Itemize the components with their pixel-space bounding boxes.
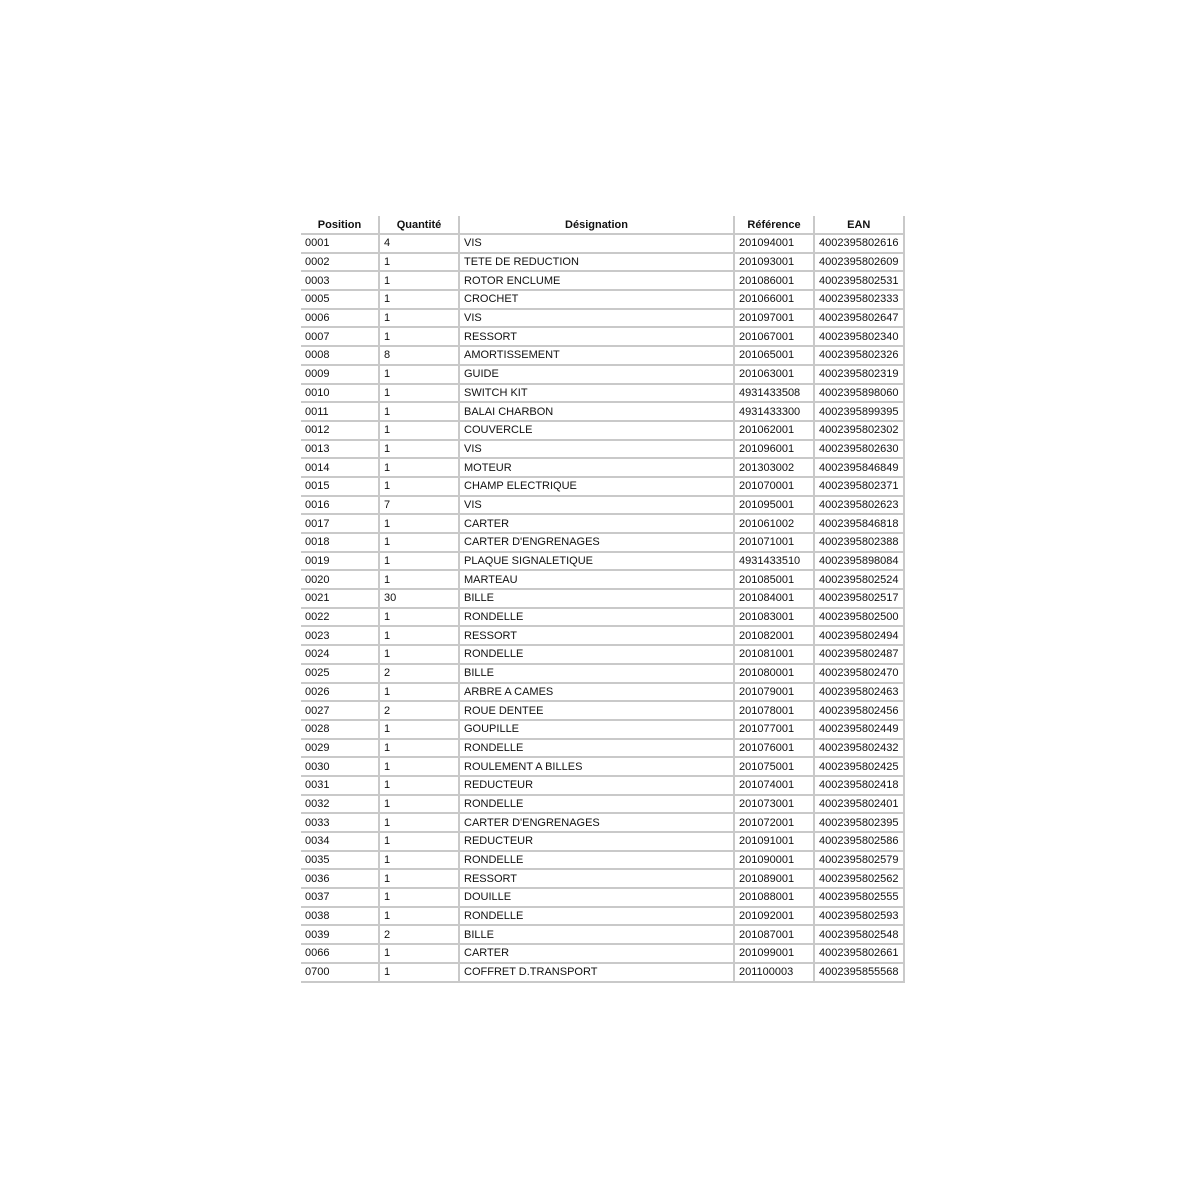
table-header-row — [301, 216, 905, 235]
cell-designation: BALAI CHARBON — [460, 403, 735, 422]
cell-position: 0034 — [301, 833, 380, 852]
cell-quantity: 1 — [380, 684, 460, 703]
cell-reference: 201071001 — [735, 534, 815, 553]
table-row — [301, 254, 905, 273]
cell-position: 0025 — [301, 665, 380, 684]
cell-quantity: 1 — [380, 814, 460, 833]
table-row — [301, 235, 905, 254]
cell-quantity: 1 — [380, 441, 460, 460]
cell-quantity: 1 — [380, 403, 460, 422]
cell-reference: 201065001 — [735, 347, 815, 366]
table-row — [301, 366, 905, 385]
cell-position: 0024 — [301, 646, 380, 665]
cell-designation: BILLE — [460, 590, 735, 609]
cell-ean: 4002395802661 — [815, 945, 905, 964]
table-row — [301, 291, 905, 310]
cell-ean: 4002395802494 — [815, 627, 905, 646]
cell-reference: 201084001 — [735, 590, 815, 609]
cell-position: 0033 — [301, 814, 380, 833]
cell-reference: 201082001 — [735, 627, 815, 646]
cell-quantity: 1 — [380, 422, 460, 441]
cell-reference: 201091001 — [735, 833, 815, 852]
table-row — [301, 553, 905, 572]
cell-designation: REDUCTEUR — [460, 833, 735, 852]
table-row — [301, 889, 905, 908]
cell-reference: 201062001 — [735, 422, 815, 441]
cell-ean: 4002395802548 — [815, 926, 905, 945]
cell-position: 0020 — [301, 571, 380, 590]
cell-position: 0038 — [301, 908, 380, 927]
cell-position: 0027 — [301, 702, 380, 721]
cell-position: 0039 — [301, 926, 380, 945]
cell-ean: 4002395802555 — [815, 889, 905, 908]
cell-quantity: 1 — [380, 945, 460, 964]
cell-ean: 4002395802579 — [815, 852, 905, 871]
cell-reference: 201099001 — [735, 945, 815, 964]
cell-ean: 4002395802425 — [815, 758, 905, 777]
cell-reference: 201089001 — [735, 870, 815, 889]
cell-reference: 201066001 — [735, 291, 815, 310]
cell-quantity: 1 — [380, 459, 460, 478]
cell-reference: 201093001 — [735, 254, 815, 273]
cell-designation: VIS — [460, 310, 735, 329]
cell-designation: BILLE — [460, 665, 735, 684]
cell-reference: 4931433510 — [735, 553, 815, 572]
cell-reference: 201072001 — [735, 814, 815, 833]
cell-quantity: 1 — [380, 553, 460, 572]
header-designation: Désignation — [460, 216, 735, 235]
cell-position: 0017 — [301, 515, 380, 534]
cell-ean: 4002395898060 — [815, 385, 905, 404]
cell-quantity: 1 — [380, 328, 460, 347]
cell-position: 0007 — [301, 328, 380, 347]
cell-reference: 201100003 — [735, 964, 815, 983]
cell-designation: RONDELLE — [460, 908, 735, 927]
cell-quantity: 1 — [380, 740, 460, 759]
cell-designation: MOTEUR — [460, 459, 735, 478]
cell-reference: 201097001 — [735, 310, 815, 329]
cell-quantity: 1 — [380, 478, 460, 497]
table-row — [301, 945, 905, 964]
cell-designation: REDUCTEUR — [460, 777, 735, 796]
cell-position: 0001 — [301, 235, 380, 254]
header-ean: EAN — [815, 216, 905, 235]
cell-ean: 4002395802609 — [815, 254, 905, 273]
cell-designation: COUVERCLE — [460, 422, 735, 441]
cell-reference: 4931433508 — [735, 385, 815, 404]
cell-designation: ROULEMENT A BILLES — [460, 758, 735, 777]
table-row — [301, 497, 905, 516]
cell-reference: 201096001 — [735, 441, 815, 460]
cell-quantity: 1 — [380, 366, 460, 385]
cell-quantity: 1 — [380, 908, 460, 927]
header-quantity: Quantité — [380, 216, 460, 235]
table-row — [301, 684, 905, 703]
cell-reference: 201073001 — [735, 796, 815, 815]
cell-reference: 201087001 — [735, 926, 815, 945]
cell-ean: 4002395802647 — [815, 310, 905, 329]
cell-quantity: 1 — [380, 627, 460, 646]
cell-quantity: 1 — [380, 515, 460, 534]
cell-position: 0009 — [301, 366, 380, 385]
cell-quantity: 1 — [380, 852, 460, 871]
cell-position: 0023 — [301, 627, 380, 646]
cell-ean: 4002395802388 — [815, 534, 905, 553]
cell-ean: 4002395802517 — [815, 590, 905, 609]
cell-designation: RONDELLE — [460, 796, 735, 815]
cell-reference: 201067001 — [735, 328, 815, 347]
cell-reference: 201092001 — [735, 908, 815, 927]
cell-reference: 201090001 — [735, 852, 815, 871]
table-row — [301, 347, 905, 366]
cell-position: 0018 — [301, 534, 380, 553]
cell-designation: ROUE DENTEE — [460, 702, 735, 721]
cell-position: 0036 — [301, 870, 380, 889]
cell-designation: CHAMP ELECTRIQUE — [460, 478, 735, 497]
table-row — [301, 590, 905, 609]
cell-reference: 201094001 — [735, 235, 815, 254]
table-row — [301, 777, 905, 796]
cell-ean: 4002395802302 — [815, 422, 905, 441]
cell-reference: 201070001 — [735, 478, 815, 497]
cell-designation: RONDELLE — [460, 852, 735, 871]
cell-quantity: 1 — [380, 272, 460, 291]
table-row — [301, 422, 905, 441]
cell-reference: 201078001 — [735, 702, 815, 721]
cell-position: 0015 — [301, 478, 380, 497]
cell-ean: 4002395802432 — [815, 740, 905, 759]
cell-position: 0011 — [301, 403, 380, 422]
table-row — [301, 964, 905, 983]
cell-position: 0012 — [301, 422, 380, 441]
cell-designation: RONDELLE — [460, 609, 735, 628]
cell-reference: 201077001 — [735, 721, 815, 740]
cell-designation: BILLE — [460, 926, 735, 945]
cell-reference: 201088001 — [735, 889, 815, 908]
cell-quantity: 1 — [380, 534, 460, 553]
cell-quantity: 1 — [380, 571, 460, 590]
cell-reference: 201076001 — [735, 740, 815, 759]
cell-position: 0022 — [301, 609, 380, 628]
header-reference: Référence — [735, 216, 815, 235]
table-row — [301, 740, 905, 759]
cell-position: 0066 — [301, 945, 380, 964]
cell-ean: 4002395802562 — [815, 870, 905, 889]
cell-designation: VIS — [460, 441, 735, 460]
cell-designation: DOUILLE — [460, 889, 735, 908]
cell-quantity: 1 — [380, 721, 460, 740]
cell-ean: 4002395802616 — [815, 235, 905, 254]
cell-position: 0031 — [301, 777, 380, 796]
cell-reference: 201074001 — [735, 777, 815, 796]
cell-designation: MARTEAU — [460, 571, 735, 590]
cell-quantity: 2 — [380, 665, 460, 684]
cell-ean: 4002395802463 — [815, 684, 905, 703]
cell-quantity: 1 — [380, 833, 460, 852]
cell-position: 0029 — [301, 740, 380, 759]
cell-designation: AMORTISSEMENT — [460, 347, 735, 366]
table-row — [301, 328, 905, 347]
cell-reference: 201086001 — [735, 272, 815, 291]
table-row — [301, 702, 905, 721]
cell-reference: 4931433300 — [735, 403, 815, 422]
cell-position: 0037 — [301, 889, 380, 908]
cell-position: 0021 — [301, 590, 380, 609]
table-row — [301, 403, 905, 422]
parts-list-table — [301, 216, 905, 983]
cell-designation: CARTER D'ENGRENAGES — [460, 534, 735, 553]
cell-ean: 4002395899395 — [815, 403, 905, 422]
cell-position: 0030 — [301, 758, 380, 777]
cell-quantity: 2 — [380, 926, 460, 945]
cell-ean: 4002395802531 — [815, 272, 905, 291]
table-row — [301, 459, 905, 478]
table-row — [301, 646, 905, 665]
table-row — [301, 534, 905, 553]
cell-ean: 4002395802500 — [815, 609, 905, 628]
cell-designation: PLAQUE SIGNALETIQUE — [460, 553, 735, 572]
cell-designation: CROCHET — [460, 291, 735, 310]
cell-ean: 4002395846849 — [815, 459, 905, 478]
cell-quantity: 1 — [380, 254, 460, 273]
table-row — [301, 515, 905, 534]
cell-position: 0002 — [301, 254, 380, 273]
cell-position: 0008 — [301, 347, 380, 366]
cell-ean: 4002395802340 — [815, 328, 905, 347]
cell-designation: RESSORT — [460, 870, 735, 889]
cell-quantity: 8 — [380, 347, 460, 366]
cell-reference: 201095001 — [735, 497, 815, 516]
cell-designation: VIS — [460, 497, 735, 516]
cell-designation: CARTER D'ENGRENAGES — [460, 814, 735, 833]
cell-position: 0026 — [301, 684, 380, 703]
cell-quantity: 1 — [380, 385, 460, 404]
table-row — [301, 627, 905, 646]
cell-ean: 4002395802371 — [815, 478, 905, 497]
cell-position: 0005 — [301, 291, 380, 310]
cell-quantity: 2 — [380, 702, 460, 721]
cell-ean: 4002395855568 — [815, 964, 905, 983]
cell-ean: 4002395802326 — [815, 347, 905, 366]
cell-quantity: 1 — [380, 291, 460, 310]
table-row — [301, 571, 905, 590]
cell-reference: 201063001 — [735, 366, 815, 385]
cell-reference: 201085001 — [735, 571, 815, 590]
cell-position: 0014 — [301, 459, 380, 478]
cell-ean: 4002395802487 — [815, 646, 905, 665]
cell-ean: 4002395846818 — [815, 515, 905, 534]
table-row — [301, 833, 905, 852]
table-row — [301, 665, 905, 684]
table-row — [301, 609, 905, 628]
cell-ean: 4002395802456 — [815, 702, 905, 721]
cell-reference: 201079001 — [735, 684, 815, 703]
table-row — [301, 908, 905, 927]
cell-ean: 4002395802586 — [815, 833, 905, 852]
cell-designation: CARTER — [460, 515, 735, 534]
cell-designation: TETE DE REDUCTION — [460, 254, 735, 273]
cell-position: 0035 — [301, 852, 380, 871]
cell-designation: COFFRET D.TRANSPORT — [460, 964, 735, 983]
table-row — [301, 310, 905, 329]
cell-designation: ROTOR ENCLUME — [460, 272, 735, 291]
cell-designation: RESSORT — [460, 328, 735, 347]
cell-reference: 201083001 — [735, 609, 815, 628]
cell-ean: 4002395898084 — [815, 553, 905, 572]
cell-designation: SWITCH KIT — [460, 385, 735, 404]
cell-ean: 4002395802470 — [815, 665, 905, 684]
cell-position: 0028 — [301, 721, 380, 740]
cell-quantity: 1 — [380, 758, 460, 777]
cell-position: 0032 — [301, 796, 380, 815]
table-row — [301, 272, 905, 291]
table-row — [301, 441, 905, 460]
cell-ean: 4002395802593 — [815, 908, 905, 927]
cell-quantity: 1 — [380, 310, 460, 329]
cell-position: 0019 — [301, 553, 380, 572]
table-body — [301, 235, 905, 983]
cell-designation: CARTER — [460, 945, 735, 964]
table-row — [301, 926, 905, 945]
cell-position: 0003 — [301, 272, 380, 291]
cell-designation: GOUPILLE — [460, 721, 735, 740]
table-row — [301, 870, 905, 889]
table-row — [301, 478, 905, 497]
cell-quantity: 1 — [380, 777, 460, 796]
table-row — [301, 814, 905, 833]
cell-quantity: 1 — [380, 796, 460, 815]
cell-reference: 201061002 — [735, 515, 815, 534]
cell-position: 0006 — [301, 310, 380, 329]
cell-ean: 4002395802418 — [815, 777, 905, 796]
cell-ean: 4002395802630 — [815, 441, 905, 460]
cell-designation: GUIDE — [460, 366, 735, 385]
cell-position: 0010 — [301, 385, 380, 404]
cell-designation: ARBRE A CAMES — [460, 684, 735, 703]
cell-reference: 201081001 — [735, 646, 815, 665]
cell-quantity: 7 — [380, 497, 460, 516]
cell-ean: 4002395802319 — [815, 366, 905, 385]
cell-quantity: 1 — [380, 609, 460, 628]
cell-quantity: 4 — [380, 235, 460, 254]
cell-ean: 4002395802623 — [815, 497, 905, 516]
header-position: Position — [301, 216, 380, 235]
table-row — [301, 385, 905, 404]
cell-position: 0013 — [301, 441, 380, 460]
cell-designation: RONDELLE — [460, 740, 735, 759]
cell-position: 0016 — [301, 497, 380, 516]
cell-quantity: 30 — [380, 590, 460, 609]
table-row — [301, 721, 905, 740]
cell-position: 0700 — [301, 964, 380, 983]
cell-ean: 4002395802395 — [815, 814, 905, 833]
cell-ean: 4002395802401 — [815, 796, 905, 815]
cell-ean: 4002395802333 — [815, 291, 905, 310]
cell-quantity: 1 — [380, 964, 460, 983]
table-row — [301, 852, 905, 871]
cell-designation: RESSORT — [460, 627, 735, 646]
cell-quantity: 1 — [380, 870, 460, 889]
cell-ean: 4002395802449 — [815, 721, 905, 740]
cell-designation: RONDELLE — [460, 646, 735, 665]
cell-designation: VIS — [460, 235, 735, 254]
table-row — [301, 796, 905, 815]
cell-reference: 201080001 — [735, 665, 815, 684]
cell-ean: 4002395802524 — [815, 571, 905, 590]
cell-quantity: 1 — [380, 646, 460, 665]
cell-reference: 201075001 — [735, 758, 815, 777]
table-row — [301, 758, 905, 777]
cell-reference: 201303002 — [735, 459, 815, 478]
cell-quantity: 1 — [380, 889, 460, 908]
